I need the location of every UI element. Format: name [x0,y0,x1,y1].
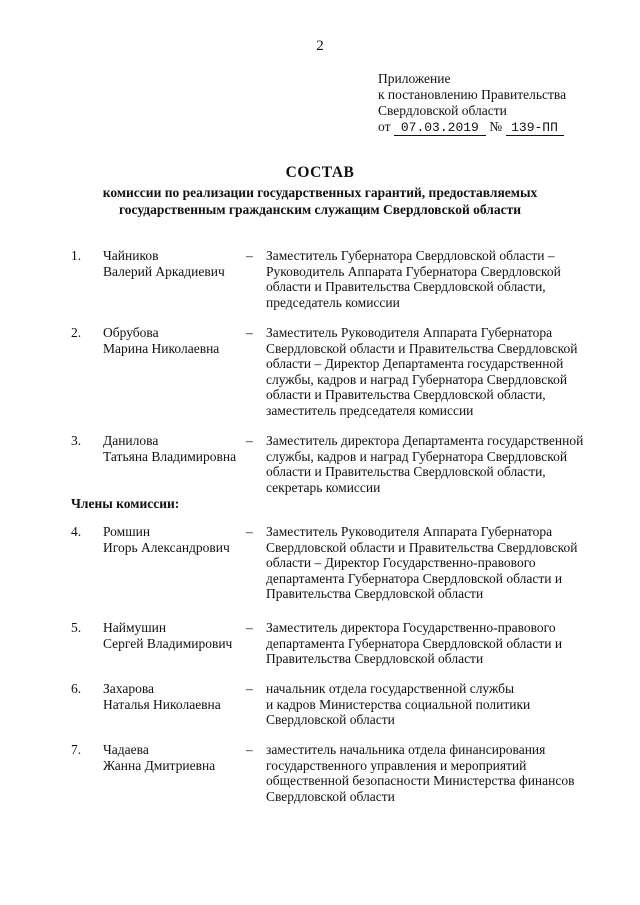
title-sub-line-2: государственным гражданским служащим Свердловской области [118,202,521,217]
dash-separator: – [246,433,253,448]
resolution-date: 07.03.2019 [394,120,486,136]
member-name [103,248,225,279]
position-line: Заместитель директора Департамента государственной [266,433,584,448]
dash-separator: – [246,742,253,757]
position-line: области и Правительства Свердловской области, [266,387,546,403]
member-name [103,524,230,555]
member-number: 7. [71,742,82,757]
member-surname: Ромшин [103,524,151,539]
document-title [0,164,640,218]
dash-separator: – [246,681,253,696]
member-name [103,620,232,651]
position-line: департамента Губернатора Свердловской области и [266,635,563,651]
position-line: секретарь комиссии [266,479,381,495]
member-position [266,325,586,419]
appendix-date-line [378,119,566,136]
member-surname: Обрубова [103,325,159,340]
dash-separator: – [246,325,253,340]
position-line: области и Правительства Свердловской области, [266,464,546,480]
member-name [103,681,221,712]
position-line: Правительства Свердловской области [266,651,484,667]
member-number: 3. [71,433,82,448]
resolution-number: 139-ПП [506,120,564,136]
position-line: службы, кадров и наград Губернатора Свердловской [266,448,568,464]
member-surname: Чадаева [103,742,149,757]
title-sub-line-1: комиссии по реализации государственных гарантий, предоставляемых [102,185,538,200]
member-given-names: Сергей Владимирович [103,635,233,651]
position-line: государственного управления и мероприятий [266,757,527,773]
member-number: 5. [71,620,82,635]
member-number: 4. [71,524,82,539]
position-line: Заместитель директора Государственно-правового [266,620,556,635]
position-line: области и Правительства Свердловской области, [266,279,546,295]
position-line: области – Директор Государственно-правового [266,555,536,571]
position-line: Заместитель Руководителя Аппарата Губернатора [266,325,553,340]
position-line: Свердловской области [266,788,395,804]
member-position [266,620,586,667]
position-line: заместитель председателя комиссии [266,402,474,418]
position-line: Руководитель Аппарата Губернатора Свердловской [266,263,561,279]
position-line: Свердловской области и Правительства Свердловской [266,539,578,555]
position-line: Свердловской области [266,712,395,728]
position-line: Заместитель Губернатора Свердловской области – [266,248,555,263]
member-given-names: Жанна Дмитриевна [103,757,216,773]
dash-separator: – [246,620,253,635]
member-number: 6. [71,681,82,696]
appendix-header [378,71,566,136]
member-surname: Захарова [103,681,155,696]
member-name [103,325,219,356]
dash-separator: – [246,524,253,539]
position-line: области – Директор Департамента государственной [266,356,564,372]
member-surname: Данилова [103,433,159,448]
position-line: Заместитель Руководителя Аппарата Губернатора [266,524,553,539]
position-line: начальник отдела государственной службы [266,681,515,696]
member-position [266,742,586,804]
number-sign: № [489,119,503,134]
member-given-names: Игорь Александрович [103,539,230,555]
position-line: заместитель начальника отдела финансирования [266,742,546,757]
member-given-names: Валерий Аркадиевич [103,263,225,279]
member-surname: Наймушин [103,620,167,635]
member-given-names: Наталья Николаевна [103,696,221,712]
position-line: и кадров Министерства социальной политики [266,696,531,712]
page-number: 2 [316,38,324,54]
position-line: общественной безопасности Министерства финансов [266,773,575,789]
position-line: Правительства Свердловской области [266,586,484,602]
member-position [266,524,586,602]
appendix-line-1: Приложение [378,71,451,86]
member-surname: Чайников [103,248,159,263]
member-position [266,248,586,310]
member-given-names: Марина Николаевна [103,340,220,356]
member-given-names: Татьяна Владимировна [103,448,237,464]
member-number: 2. [71,325,82,340]
title-main: СОСТАВ [285,164,355,181]
position-line: департамента Губернатора Свердловской области и [266,570,563,586]
member-number: 1. [71,248,82,263]
member-position [266,433,586,495]
member-name [103,742,215,773]
from-label: от [378,119,391,134]
position-line: Свердловской области и Правительства Свердловской [266,340,578,356]
members-label: Члены комиссии: [71,496,180,511]
dash-separator: – [246,248,253,263]
member-position [266,681,586,728]
member-name [103,433,236,464]
appendix-line-3: Свердловской области [378,103,507,118]
appendix-line-2: к постановлению Правительства [378,87,567,102]
position-line: службы, кадров и наград Губернатора Свердловской [266,371,568,387]
position-line: председатель комиссии [266,294,400,310]
